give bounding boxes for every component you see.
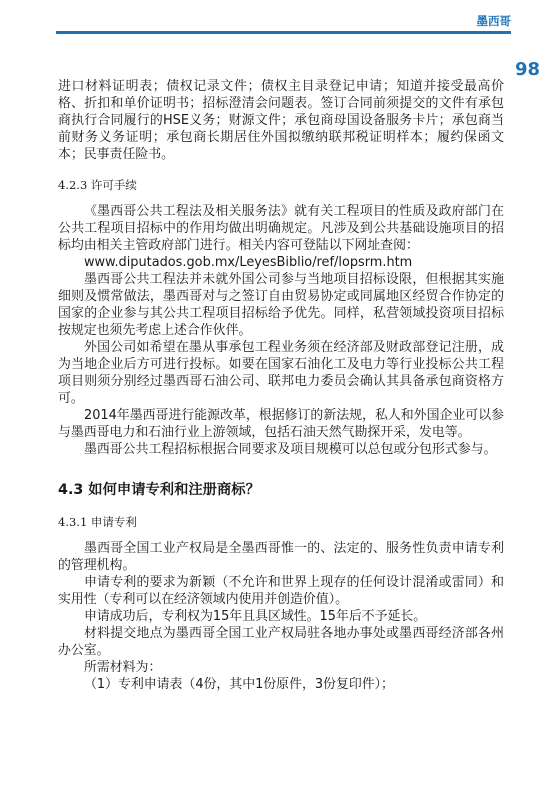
running-header: 墨西哥 [476, 14, 511, 28]
page-body [58, 78, 504, 693]
paragraph-registration: 外国公司如希望在墨从事承包工程业务须在经济部及财政部登记注册，成为当地企业后方可进行投标。如要在国家石油化工及电力等行业投标公共工程项目则须分别经过墨西哥石油公司、联邦电力委员会确认其具备承包商资格方可。 [58, 340, 504, 406]
paragraph-ip-office: 墨西哥全国工业产权局是全墨西哥惟一的、法定的、服务性负责申请专利的管理机构。 [58, 541, 504, 573]
paragraph-submission-place: 材料提交地点为墨西哥全国工业产权局驻各地办事处或墨西哥经济部各州办公室。 [58, 626, 504, 658]
subsection-heading-4-2-3: 4.2.3 许可手续 [58, 178, 137, 192]
paragraph-energy-reform: 2014年墨西哥进行能源改革，根据修订的新法规，私人和外国企业可以参与墨西哥电力和石油行业上游领域，包括石油天然气勘探开采，发电等。 [58, 408, 504, 440]
paragraph-patent-requirements: 申请专利的要求为新颖（不允许和世界上现存的任何设计混淆或雷同）和实用性（专利可以在经济领域内使用并创造价值）。 [58, 575, 504, 607]
subsection-heading-4-3-1: 4.3.1 申请专利 [58, 515, 137, 529]
paragraph-documents: 进口材料证明表；债权记录文件；债权主目录登记申请；知道并接受最高价格、折扣和单价证明书；招标澄清会问题表。签订合同前须提交的文件有承包商执行合同履行的HSE义务；财源文件；承包商母国设备服务卡片；承包商当前财务义务证明；承包商长期居住外国拟缴纳联邦税证明样本；履约保函文本；民事责任险书。 [58, 79, 504, 162]
list-item-application-form: （1）专利申请表（4份，其中1份原件，3份复印件）； [84, 677, 394, 692]
paragraph-public-works-law: 《墨西哥公共工程法及相关服务法》就有关工程项目的性质及政府部门在公共工程项目招标中的作用均做出明确规定。凡涉及到公共基础设施项目的招标均由相关主管政府部门进行。相关内容可登陆以下网址查阅： [58, 204, 504, 253]
paragraph-foreign-participation: 墨西哥公共工程法并未就外国公司参与当地项目招标设限，但根据其实施细则及惯常做法，墨西哥对与之签订自由贸易协定或同属地区经贸合作协定的国家的企业参与其公共工程项目招标给予优先。同样，私营领域投资项目招标按规定也须先考虑上述合作伙伴。 [58, 272, 504, 338]
page-number: 98 [515, 59, 541, 80]
header-rule [56, 31, 511, 34]
law-url-link[interactable]: www.diputados.gob.mx/LeyesBiblio/ref/lopsrm.htm [84, 255, 413, 270]
paragraph-contract-forms: 墨西哥公共工程招标根据合同要求及项目规模可以总包或分包形式参与。 [84, 442, 497, 457]
paragraph-required-materials: 所需材料为： [84, 660, 162, 675]
section-heading-4-3: 4.3 如何申请专利和注册商标？ [58, 482, 260, 498]
paragraph-patent-term: 申请成功后，专利权为15年且具区域性。15年后不予延长。 [84, 609, 427, 624]
